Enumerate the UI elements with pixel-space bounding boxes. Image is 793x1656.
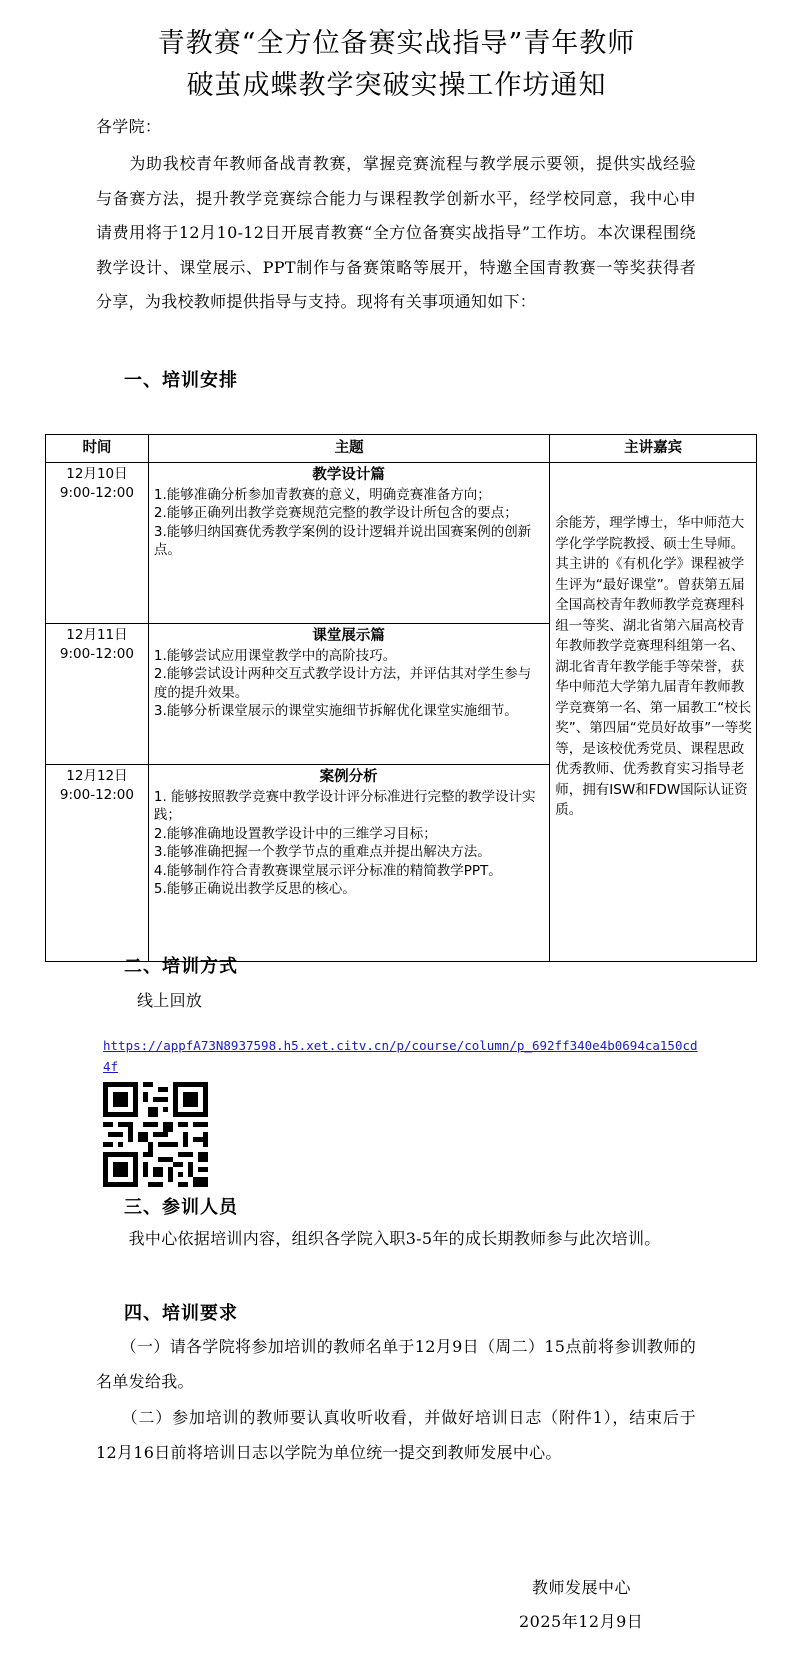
- session-topic: [148, 624, 549, 765]
- training-method: 线上回放: [137, 991, 203, 1010]
- session-time: [46, 765, 149, 962]
- topic-item: 2.能够准确地设置教学设计中的三维学习目标；: [153, 825, 437, 842]
- session-hours: 9:00-12:00: [59, 786, 134, 803]
- intro-paragraph: 为助我校青年教师备战青教赛，掌握竞赛流程与教学展示要领，提供实战经验与备赛方法，提升教学竞赛综合能力与课程教学创新水平，经学校同意，我中心申请费用将于12月10-12日开展青教赛“全方位备赛实战指导”工作坊。本次课程围绕教学设计、课堂展示、PPT制作与备赛策略等展开，特邀全国青教赛一等奖获得者分享，为我校教师提供指导与支持。现将有关事项通知如下：: [96, 154, 696, 311]
- header-time: 时间: [46, 435, 149, 463]
- topic-item: 3.能够分析课堂展示的课堂实施细节拆解优化课堂实施细节。: [153, 703, 518, 719]
- requirement-1: （一）请各学院将参加培训的教师名单于12月9日（周二）15点前将参训教师的名单发给我。: [96, 1337, 696, 1391]
- qr-code-icon: [103, 1082, 208, 1187]
- session-date: 12月11日: [66, 627, 128, 643]
- session-date: 12月12日: [66, 768, 128, 784]
- topic-item: 4.能够制作符合青教赛课堂展示评分标准的精简教学PPT。: [153, 862, 502, 879]
- notice-title-line-1: 青教赛“全方位备赛实战指导”青年教师: [157, 28, 636, 59]
- session-section-title: 教学设计篇: [312, 467, 385, 483]
- topic-item: 2.能够尝试设计两种交互式教学设计方法，并评估其对学生参与度的提升效果。: [153, 666, 532, 701]
- course-replay-link[interactable]: https://appfA73N8937598.h5.xet.citv.cn/p/course/column/p_692ff340e4b0694ca150cd4f: [103, 1038, 698, 1074]
- topic-item: 2.能够正确列出教学竞赛规范完整的教学设计所包含的要点；: [153, 505, 518, 521]
- topic-item: 3.能够准确把握一个教学节点的重难点并提出解决方法。: [153, 844, 491, 860]
- section-heading-schedule: 一、培训安排: [124, 370, 238, 391]
- topic-item: 1.能够准确分析参加青教赛的意义，明确竞赛准备方向；: [153, 486, 491, 503]
- session-section-title: 案例分析: [319, 769, 378, 785]
- header-topic: 主题: [148, 435, 549, 463]
- section-heading-method: 二、培训方式: [124, 956, 238, 977]
- session-topic: [148, 765, 549, 962]
- signature-date: 2025年12月9日: [519, 1612, 644, 1631]
- guest-bio: 余能芳，理学博士，华中师范大学化学学院教授、硕士生导师。其主讲的《有机化学》课程被学生评为“最好课堂”。曾获第五届全国高校青年教师教学竞赛理科组一等奖、湖北省第六届高校青年教师教学竞赛理科组第一名、湖北省青年教学能手等荣誉，获华中师范大学第九届青年教师教学竞赛第一名、第一届教工“校长奖”、第四届“党员好故事”一等奖等，是该校优秀党员、课程思政优秀教师、优秀教育实习指导老师，拥有ISW和FDW国际认证资质。: [550, 463, 757, 962]
- session-section-title: 课堂展示篇: [312, 628, 385, 644]
- section-heading-requirements: 四、培训要求: [124, 1303, 238, 1324]
- requirement-2: （二）参加培训的教师要认真收听收看，并做好培训日志（附件1），结束后于12月16日前将培训日志以学院为单位统一提交到教师发展中心。: [96, 1408, 696, 1462]
- notice-title-line-2: 破茧成蝶教学突破实操工作坊通知: [186, 70, 607, 101]
- session-time: [46, 463, 149, 624]
- session-date: 12月10日: [66, 466, 128, 482]
- session-topic: [148, 463, 549, 624]
- topic-item: 5.能够正确说出教学反思的核心。: [153, 881, 356, 897]
- section-heading-participants: 三、参训人员: [124, 1197, 238, 1218]
- topic-item: 3.能够归纳国赛优秀教学案例的设计逻辑并说出国赛案例的创新点。: [153, 523, 532, 558]
- table-header-row: [46, 435, 757, 463]
- session-hours: 9:00-12:00: [59, 645, 134, 662]
- participants-paragraph: 我中心依据培训内容，组织各学院入职3-5年的成长期教师参与此次培训。: [96, 1229, 661, 1248]
- table-row: [46, 463, 757, 624]
- topic-item: 1. 能够按照教学竞赛中教学设计评分标准进行完整的教学设计实践；: [153, 788, 536, 823]
- session-time: [46, 624, 149, 765]
- session-hours: 9:00-12:00: [59, 484, 134, 501]
- signature-org: 教师发展中心: [532, 1578, 632, 1597]
- salutation: 各学院：: [96, 117, 162, 136]
- header-guest: 主讲嘉宾: [550, 435, 757, 463]
- training-schedule-table: [45, 434, 757, 962]
- topic-item: 1.能够尝试应用课堂教学中的高阶技巧。: [153, 647, 397, 664]
